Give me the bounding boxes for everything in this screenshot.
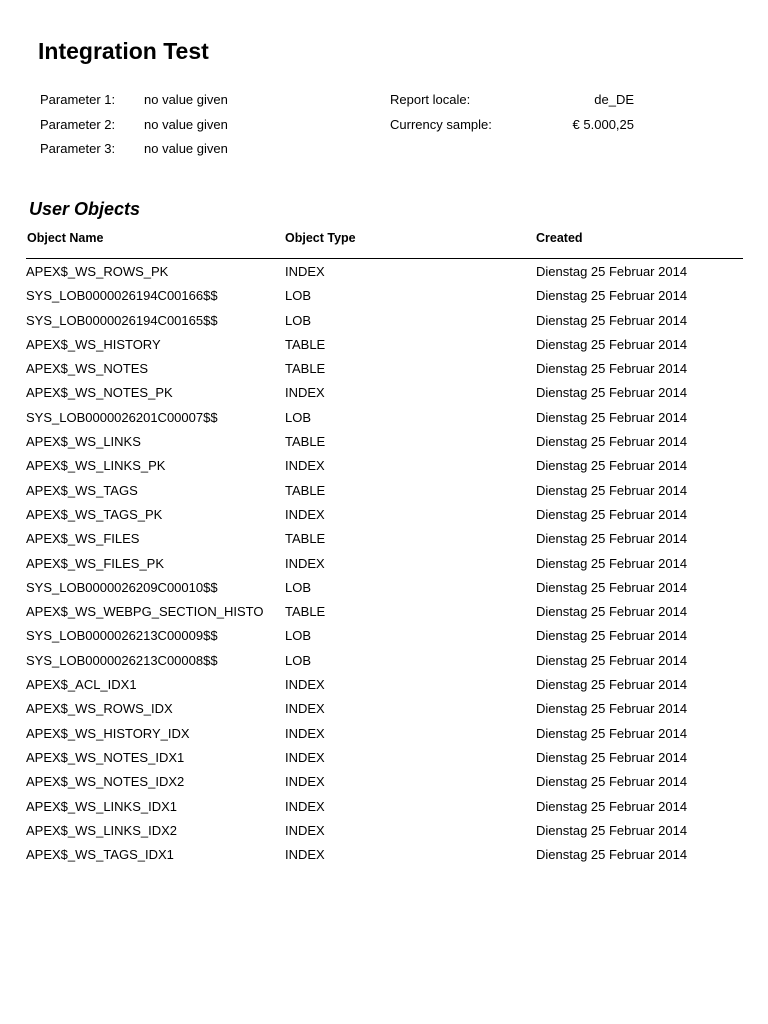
cell-object-type: TABLE xyxy=(285,604,326,620)
cell-object-name: APEX$_WS_ROWS_PK xyxy=(26,264,169,279)
cell-object-name: SYS_LOB0000026194C00165$$ xyxy=(26,312,218,328)
cell-created: Dienstag 25 Februar 2014 xyxy=(536,555,688,571)
table-row xyxy=(26,356,743,380)
table-body xyxy=(26,259,743,866)
cell-object-name: APEX$_WS_FILES xyxy=(26,531,140,547)
table-row xyxy=(26,769,743,793)
table-header xyxy=(26,228,743,259)
cell-object-type: LOB xyxy=(285,652,312,668)
cell-object-name: APEX$_WS_NOTES_IDX2 xyxy=(26,774,185,790)
cell-object-name: APEX$_WS_HISTORY xyxy=(26,336,161,352)
table-row xyxy=(26,842,743,866)
table-row xyxy=(26,502,743,526)
cell-created: Dienstag 25 Februar 2014 xyxy=(536,725,688,741)
cell-created: Dienstag 25 Februar 2014 xyxy=(536,798,688,814)
cell-object-type: INDEX xyxy=(285,798,325,814)
table-row xyxy=(26,599,743,623)
cell-created: Dienstag 25 Februar 2014 xyxy=(536,531,688,547)
cell-object-type: LOB xyxy=(285,579,312,595)
table-row xyxy=(26,405,743,429)
currency-sample-value: € 5.000,25 xyxy=(572,116,634,132)
cell-object-name: SYS_LOB0000026201C00007$$ xyxy=(26,409,218,425)
cell-object-type: INDEX xyxy=(285,847,325,863)
parameter-label: Parameter 1: xyxy=(40,92,116,107)
report-locale-label: Report locale: xyxy=(390,92,471,107)
cell-object-type: TABLE xyxy=(285,482,326,498)
cell-object-type: INDEX xyxy=(285,264,325,279)
table-row xyxy=(26,526,743,550)
cell-created: Dienstag 25 Februar 2014 xyxy=(536,774,688,790)
cell-object-name: APEX$_WS_NOTES_PK xyxy=(26,385,173,401)
cell-object-type: INDEX xyxy=(285,555,325,571)
cell-object-type: TABLE xyxy=(285,361,326,377)
table-row xyxy=(26,453,743,477)
cell-created: Dienstag 25 Februar 2014 xyxy=(536,604,688,620)
table-row xyxy=(26,551,743,575)
cell-created: Dienstag 25 Februar 2014 xyxy=(536,312,688,328)
column-header-object-name: Object Name xyxy=(27,231,104,245)
cell-object-name: APEX$_WS_FILES_PK xyxy=(26,555,165,571)
cell-object-type: LOB xyxy=(285,628,312,644)
cell-object-name: APEX$_WS_TAGS_IDX1 xyxy=(26,847,174,863)
cell-created: Dienstag 25 Februar 2014 xyxy=(536,361,688,377)
table-row xyxy=(26,696,743,720)
cell-created: Dienstag 25 Februar 2014 xyxy=(536,749,688,765)
cell-object-type: TABLE xyxy=(285,531,326,547)
cell-created: Dienstag 25 Februar 2014 xyxy=(536,458,688,474)
cell-object-name: SYS_LOB0000026213C00008$$ xyxy=(26,652,218,668)
table-row xyxy=(26,259,743,283)
cell-created: Dienstag 25 Februar 2014 xyxy=(536,506,688,522)
cell-object-name: APEX$_WS_ROWS_IDX xyxy=(26,701,173,717)
cell-created: Dienstag 25 Februar 2014 xyxy=(536,652,688,668)
section-title: User Objects xyxy=(29,199,141,219)
cell-created: Dienstag 25 Februar 2014 xyxy=(536,336,688,352)
cell-created: Dienstag 25 Februar 2014 xyxy=(536,822,688,838)
cell-object-name: APEX$_WS_HISTORY_IDX xyxy=(26,725,190,741)
parameter-row xyxy=(40,113,640,137)
cell-object-name: APEX$_WS_LINKS_PK xyxy=(26,458,166,474)
table-row xyxy=(26,672,743,696)
cell-object-type: TABLE xyxy=(285,336,326,352)
currency-sample-label: Currency sample: xyxy=(390,116,492,132)
cell-created: Dienstag 25 Februar 2014 xyxy=(536,628,688,644)
cell-object-type: INDEX xyxy=(285,725,325,741)
parameter-row xyxy=(40,137,640,161)
cell-object-name: APEX$_WS_NOTES xyxy=(26,361,149,377)
cell-object-name: SYS_LOB0000026209C00010$$ xyxy=(26,579,218,595)
cell-object-name: APEX$_ACL_IDX1 xyxy=(26,677,137,693)
cell-object-type: INDEX xyxy=(285,701,325,717)
cell-object-name: APEX$_WS_NOTES_IDX1 xyxy=(26,749,185,765)
cell-created: Dienstag 25 Februar 2014 xyxy=(536,264,688,279)
table-row xyxy=(26,478,743,502)
table-row xyxy=(26,623,743,647)
report-title: Integration Test xyxy=(38,38,209,64)
table-row xyxy=(26,721,743,745)
cell-created: Dienstag 25 Februar 2014 xyxy=(536,434,688,450)
cell-object-type: INDEX xyxy=(285,385,325,401)
parameter-label: Parameter 2: xyxy=(40,116,116,132)
table-row xyxy=(26,794,743,818)
table-row xyxy=(26,332,743,356)
table-row xyxy=(26,818,743,842)
cell-object-name: APEX$_WS_LINKS_IDX2 xyxy=(26,822,178,838)
table-row xyxy=(26,648,743,672)
cell-object-type: LOB xyxy=(285,409,312,425)
cell-created: Dienstag 25 Februar 2014 xyxy=(536,288,688,304)
table-row xyxy=(26,429,743,453)
cell-object-name: APEX$_WS_TAGS_PK xyxy=(26,506,163,522)
cell-object-type: INDEX xyxy=(285,458,325,474)
cell-object-name: SYS_LOB0000026213C00009$$ xyxy=(26,628,218,644)
cell-object-type: INDEX xyxy=(285,677,325,693)
cell-object-name: APEX$_WS_TAGS xyxy=(26,482,138,498)
column-header-object-type: Object Type xyxy=(285,231,356,245)
cell-created: Dienstag 25 Februar 2014 xyxy=(536,385,688,401)
cell-object-type: LOB xyxy=(285,288,312,304)
cell-object-type: INDEX xyxy=(285,822,325,838)
cell-created: Dienstag 25 Februar 2014 xyxy=(536,847,688,863)
column-header-created: Created xyxy=(536,231,583,245)
cell-object-name: APEX$_WS_LINKS_IDX1 xyxy=(26,798,178,814)
cell-object-type: INDEX xyxy=(285,774,325,790)
cell-created: Dienstag 25 Februar 2014 xyxy=(536,482,688,498)
parameter-value: no value given xyxy=(144,141,228,156)
parameter-value: no value given xyxy=(144,92,228,107)
cell-object-name: SYS_LOB0000026194C00166$$ xyxy=(26,288,218,304)
parameter-row xyxy=(40,88,640,112)
user-objects-table xyxy=(26,228,743,866)
table-row xyxy=(26,745,743,769)
parameter-label: Parameter 3: xyxy=(40,141,116,156)
cell-created: Dienstag 25 Februar 2014 xyxy=(536,409,688,425)
cell-object-type: LOB xyxy=(285,312,312,328)
report-locale-value: de_DE xyxy=(594,92,634,107)
cell-object-type: TABLE xyxy=(285,434,326,450)
cell-created: Dienstag 25 Februar 2014 xyxy=(536,677,688,693)
cell-created: Dienstag 25 Februar 2014 xyxy=(536,579,688,595)
cell-created: Dienstag 25 Februar 2014 xyxy=(536,701,688,717)
table-row xyxy=(26,283,743,307)
table-row xyxy=(26,575,743,599)
cell-object-type: INDEX xyxy=(285,749,325,765)
table-row xyxy=(26,380,743,404)
cell-object-type: INDEX xyxy=(285,506,325,522)
parameter-value: no value given xyxy=(144,116,228,132)
cell-object-name: APEX$_WS_LINKS xyxy=(26,434,141,450)
cell-object-name: APEX$_WS_WEBPG_SECTION_HISTO xyxy=(26,604,264,620)
table-row xyxy=(26,308,743,332)
